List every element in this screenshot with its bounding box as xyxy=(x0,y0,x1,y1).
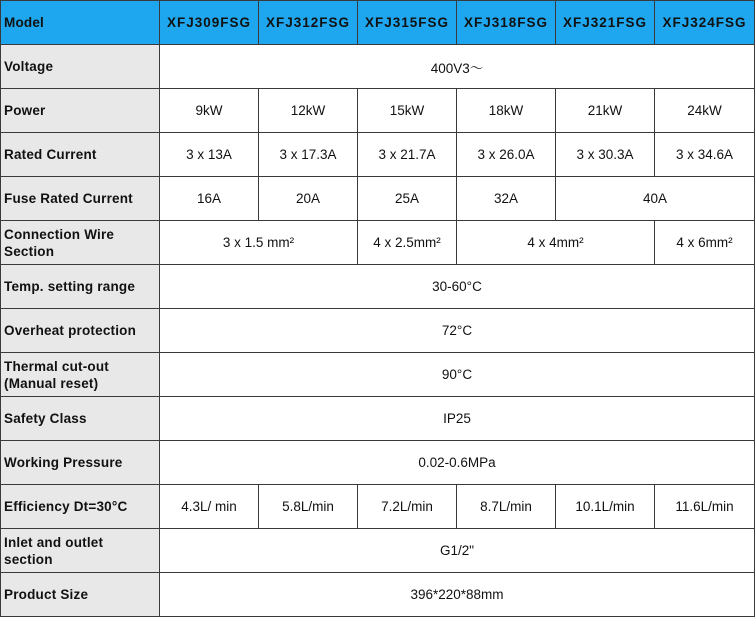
connection-wire-label-line2: Section xyxy=(4,243,55,259)
efficiency-value: 8.7L/min xyxy=(457,485,556,529)
efficiency-value: 4.3L/ min xyxy=(160,485,259,529)
voltage-value: 400V3～ xyxy=(160,45,755,89)
fuse-rated-current-value: 32A xyxy=(457,177,556,221)
power-value: 9kW xyxy=(160,89,259,133)
efficiency-value: 5.8L/min xyxy=(259,485,358,529)
model-header-xfj318fsg: XFJ318FSG xyxy=(457,1,556,45)
efficiency-value: 10.1L/min xyxy=(556,485,655,529)
rated-current-value: 3 x 26.0A xyxy=(457,133,556,177)
thermal-cutout-row xyxy=(1,353,755,397)
working-pressure-value: 0.02-0.6MPa xyxy=(160,441,755,485)
connection-wire-value: 4 x 6mm² xyxy=(655,221,755,265)
header-row xyxy=(1,1,755,45)
fuse-rated-current-label: Fuse Rated Current xyxy=(1,177,160,221)
safety-class-row xyxy=(1,397,755,441)
connection-wire-row xyxy=(1,221,755,265)
voltage-row xyxy=(1,45,755,89)
power-value: 21kW xyxy=(556,89,655,133)
model-header-label: Model xyxy=(1,1,160,45)
thermal-cutout-label xyxy=(1,353,160,397)
inlet-outlet-row xyxy=(1,529,755,573)
fuse-rated-current-row xyxy=(1,177,755,221)
rated-current-label: Rated Current xyxy=(1,133,160,177)
thermal-cutout-label-line1: Thermal cut-out xyxy=(4,358,110,374)
power-value: 24kW xyxy=(655,89,755,133)
connection-wire-label-line1: Connection Wire xyxy=(4,226,115,242)
efficiency-value: 11.6L/min xyxy=(655,485,755,529)
thermal-cutout-value: 90°C xyxy=(160,353,755,397)
power-value: 15kW xyxy=(358,89,457,133)
safety-class-value: IP25 xyxy=(160,397,755,441)
efficiency-label: Efficiency Dt=30°C xyxy=(1,485,160,529)
connection-wire-value: 4 x 2.5mm² xyxy=(358,221,457,265)
product-size-row xyxy=(1,573,755,617)
power-value: 12kW xyxy=(259,89,358,133)
inlet-outlet-label-line2: section xyxy=(4,551,53,567)
inlet-outlet-label xyxy=(1,529,160,573)
product-size-label: Product Size xyxy=(1,573,160,617)
rated-current-row xyxy=(1,133,755,177)
thermal-cutout-label-line2: (Manual reset) xyxy=(4,375,99,391)
product-size-value: 396*220*88mm xyxy=(160,573,755,617)
temp-range-label: Temp. setting range xyxy=(1,265,160,309)
rated-current-value: 3 x 13A xyxy=(160,133,259,177)
connection-wire-value: 3 x 1.5 mm² xyxy=(160,221,358,265)
voltage-label: Voltage xyxy=(1,45,160,89)
overheat-label: Overheat protection xyxy=(1,309,160,353)
inlet-outlet-value: G1/2" xyxy=(160,529,755,573)
working-pressure-label: Working Pressure xyxy=(1,441,160,485)
overheat-row xyxy=(1,309,755,353)
inlet-outlet-label-line1: Inlet and outlet xyxy=(4,534,104,550)
connection-wire-value: 4 x 4mm² xyxy=(457,221,655,265)
fuse-rated-current-value: 40A xyxy=(556,177,755,221)
power-label: Power xyxy=(1,89,160,133)
model-header-xfj312fsg: XFJ312FSG xyxy=(259,1,358,45)
efficiency-value: 7.2L/min xyxy=(358,485,457,529)
connection-wire-label xyxy=(1,221,160,265)
model-header-xfj309fsg: XFJ309FSG xyxy=(160,1,259,45)
model-header-xfj321fsg: XFJ321FSG xyxy=(556,1,655,45)
rated-current-value: 3 x 34.6A xyxy=(655,133,755,177)
model-header-xfj315fsg: XFJ315FSG xyxy=(358,1,457,45)
temp-range-value: 30-60°C xyxy=(160,265,755,309)
rated-current-value: 3 x 30.3A xyxy=(556,133,655,177)
rated-current-value: 3 x 21.7A xyxy=(358,133,457,177)
temp-range-row xyxy=(1,265,755,309)
power-row xyxy=(1,89,755,133)
working-pressure-row xyxy=(1,441,755,485)
fuse-rated-current-value: 25A xyxy=(358,177,457,221)
overheat-value: 72°C xyxy=(160,309,755,353)
fuse-rated-current-value: 16A xyxy=(160,177,259,221)
model-header-xfj324fsg: XFJ324FSG xyxy=(655,1,755,45)
rated-current-value: 3 x 17.3A xyxy=(259,133,358,177)
safety-class-label: Safety Class xyxy=(1,397,160,441)
fuse-rated-current-value: 20A xyxy=(259,177,358,221)
efficiency-row xyxy=(1,485,755,529)
power-value: 18kW xyxy=(457,89,556,133)
